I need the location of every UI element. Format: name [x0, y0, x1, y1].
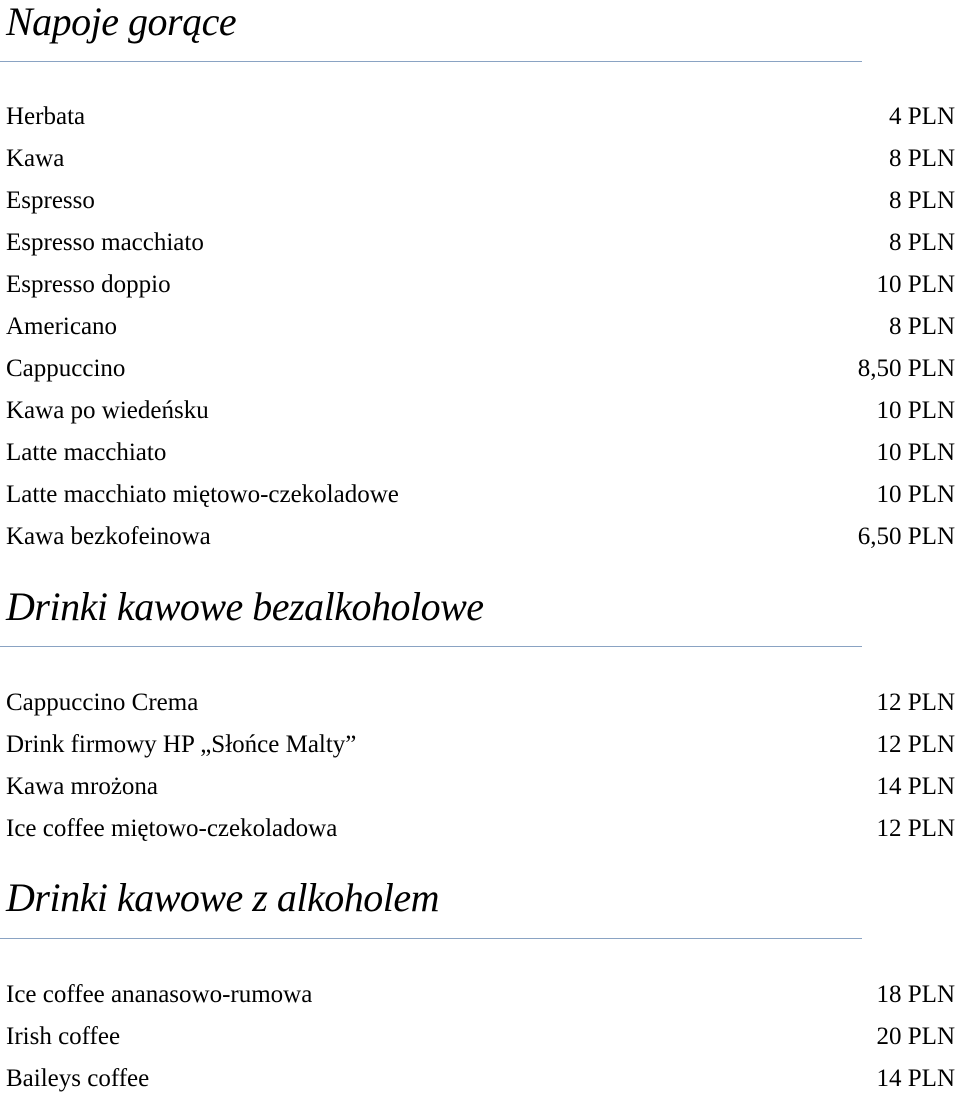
item-name: Kawa mrożona	[6, 773, 159, 800]
item-price: 6,50 PLN	[857, 523, 955, 550]
item-name: Latte macchiato miętowo-czekoladowe	[6, 481, 399, 508]
menu-item	[0, 222, 960, 264]
menu-item	[0, 808, 960, 850]
menu-item	[0, 766, 960, 808]
item-price: 20 PLN	[876, 1023, 955, 1050]
item-name: Americano	[6, 313, 118, 340]
item-price: 12 PLN	[876, 689, 955, 716]
item-name: Baileys coffee	[6, 1065, 150, 1092]
menu-item	[0, 974, 960, 1016]
item-name: Cappuccino	[6, 355, 126, 382]
item-price: 10 PLN	[876, 481, 955, 508]
item-price: 8,50 PLN	[857, 355, 955, 382]
section-title: Napoje gorące	[6, 0, 237, 44]
menu-item	[0, 348, 960, 390]
item-name: Kawa bezkofeinowa	[6, 523, 211, 550]
menu-item	[0, 724, 960, 766]
item-price: 4 PLN	[889, 103, 955, 130]
item-name: Drink firmowy HP „Słońce Malty”	[6, 731, 357, 758]
item-name: Espresso macchiato	[6, 229, 204, 256]
section-divider	[0, 61, 862, 62]
menu-list	[0, 974, 960, 1100]
section-divider	[0, 938, 862, 939]
item-name: Espresso	[6, 187, 95, 214]
menu-item	[0, 96, 960, 138]
item-price: 14 PLN	[876, 773, 955, 800]
menu-item	[0, 682, 960, 724]
item-price: 10 PLN	[876, 397, 955, 424]
menu-item	[0, 306, 960, 348]
menu-item	[0, 180, 960, 222]
item-name: Espresso doppio	[6, 271, 171, 298]
item-name: Cappuccino Crema	[6, 689, 199, 716]
item-name: Ice coffee miętowo-czekoladowa	[6, 815, 338, 842]
section-title: Drinki kawowe bezalkoholowe	[6, 584, 484, 629]
item-price: 10 PLN	[876, 271, 955, 298]
menu-item	[0, 390, 960, 432]
item-name: Ice coffee ananasowo-rumowa	[6, 981, 313, 1008]
item-name: Kawa	[6, 145, 65, 172]
item-price: 14 PLN	[876, 1065, 955, 1092]
item-name: Irish coffee	[6, 1023, 121, 1050]
item-price: 8 PLN	[889, 145, 955, 172]
item-price: 10 PLN	[876, 439, 955, 466]
menu-item	[0, 138, 960, 180]
item-name: Latte macchiato	[6, 439, 167, 466]
menu-list	[0, 96, 960, 558]
menu-item	[0, 474, 960, 516]
menu-item	[0, 1016, 960, 1058]
item-price: 8 PLN	[889, 229, 955, 256]
item-name: Kawa po wiedeńsku	[6, 397, 209, 424]
section-divider	[0, 646, 862, 647]
item-price: 12 PLN	[876, 731, 955, 758]
item-price: 8 PLN	[889, 313, 955, 340]
menu-item	[0, 264, 960, 306]
item-price: 8 PLN	[889, 187, 955, 214]
menu-item	[0, 1058, 960, 1100]
menu-list	[0, 682, 960, 850]
item-name: Herbata	[6, 103, 86, 130]
menu-item	[0, 516, 960, 558]
menu-item	[0, 432, 960, 474]
section-title: Drinki kawowe z alkoholem	[6, 875, 439, 920]
item-price: 18 PLN	[876, 981, 955, 1008]
item-price: 12 PLN	[876, 815, 955, 842]
